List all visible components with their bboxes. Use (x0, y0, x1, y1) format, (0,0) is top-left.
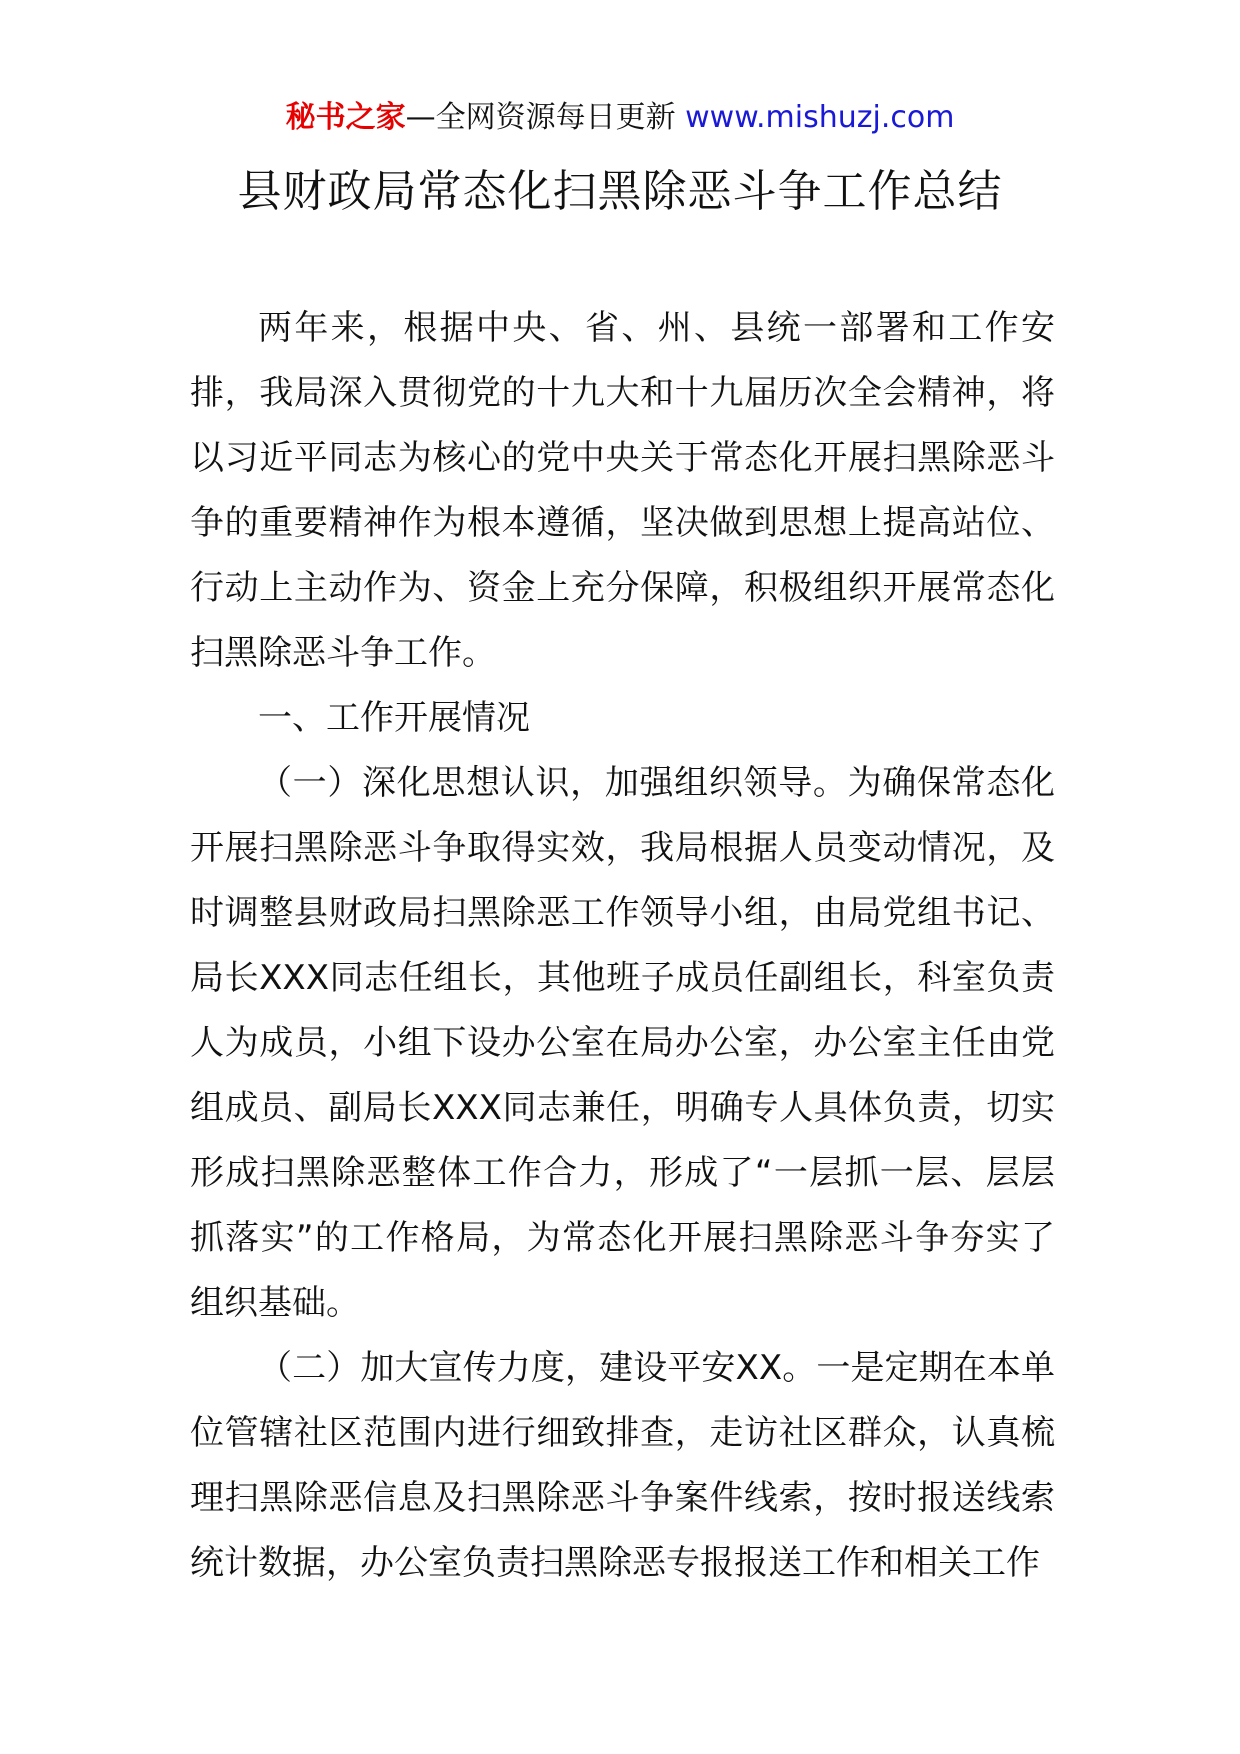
paragraph-subsection-2: （二）加大宣传力度，建设平安XX。一是定期在本单位管辖社区范围内进行细致排查，走访社区群众，认真梳理扫黑除恶信息及扫黑除恶斗争案件线索，按时报送线索统计数据，办公室负责扫黑除恶专报报送工作和相关工作 (190, 1348, 1055, 1583)
site-header (0, 98, 1240, 138)
brand-name: 秘书之家 (285, 100, 406, 135)
document-title: 县财政局常态化扫黑除恶斗争工作总结 (237, 166, 1003, 217)
paragraph-subsection-1: （一）深化思想认识，加强组织领导。为确保常态化开展扫黑除恶斗争取得实效，我局根据人员变动情况，及时调整县财政局扫黑除恶工作领导小组，由局党组书记、局长XXX同志任组长，其他班子成员任副组长，科室负责人为成员，小组下设办公室在局办公室，办公室主任由党组成员、副局长XXX同志兼任，明确专人具体负责，切实形成扫黑除恶整体工作合力，形成了“一层抓一层、层层抓落实”的工作格局，为常态化开展扫黑除恶斗争夯实了组织基础。 (190, 763, 1055, 1323)
header-tagline: —全网资源每日更新 (405, 100, 676, 135)
section-heading: 一、工作开展情况 (258, 698, 530, 738)
document-body (190, 296, 1055, 1596)
paragraph-intro: 两年来，根据中央、省、州、县统一部署和工作安排，我局深入贯彻党的十九大和十九届历次全会精神，将以习近平同志为核心的党中央关于常态化开展扫黑除恶斗争的重要精神作为根本遵循，坚决做到思想上提高站位、行动上主动作为、资金上充分保障，积极组织开展常态化扫黑除恶斗争工作。 (190, 308, 1055, 673)
site-url-link[interactable]: www.mishuzj.com (685, 100, 955, 135)
